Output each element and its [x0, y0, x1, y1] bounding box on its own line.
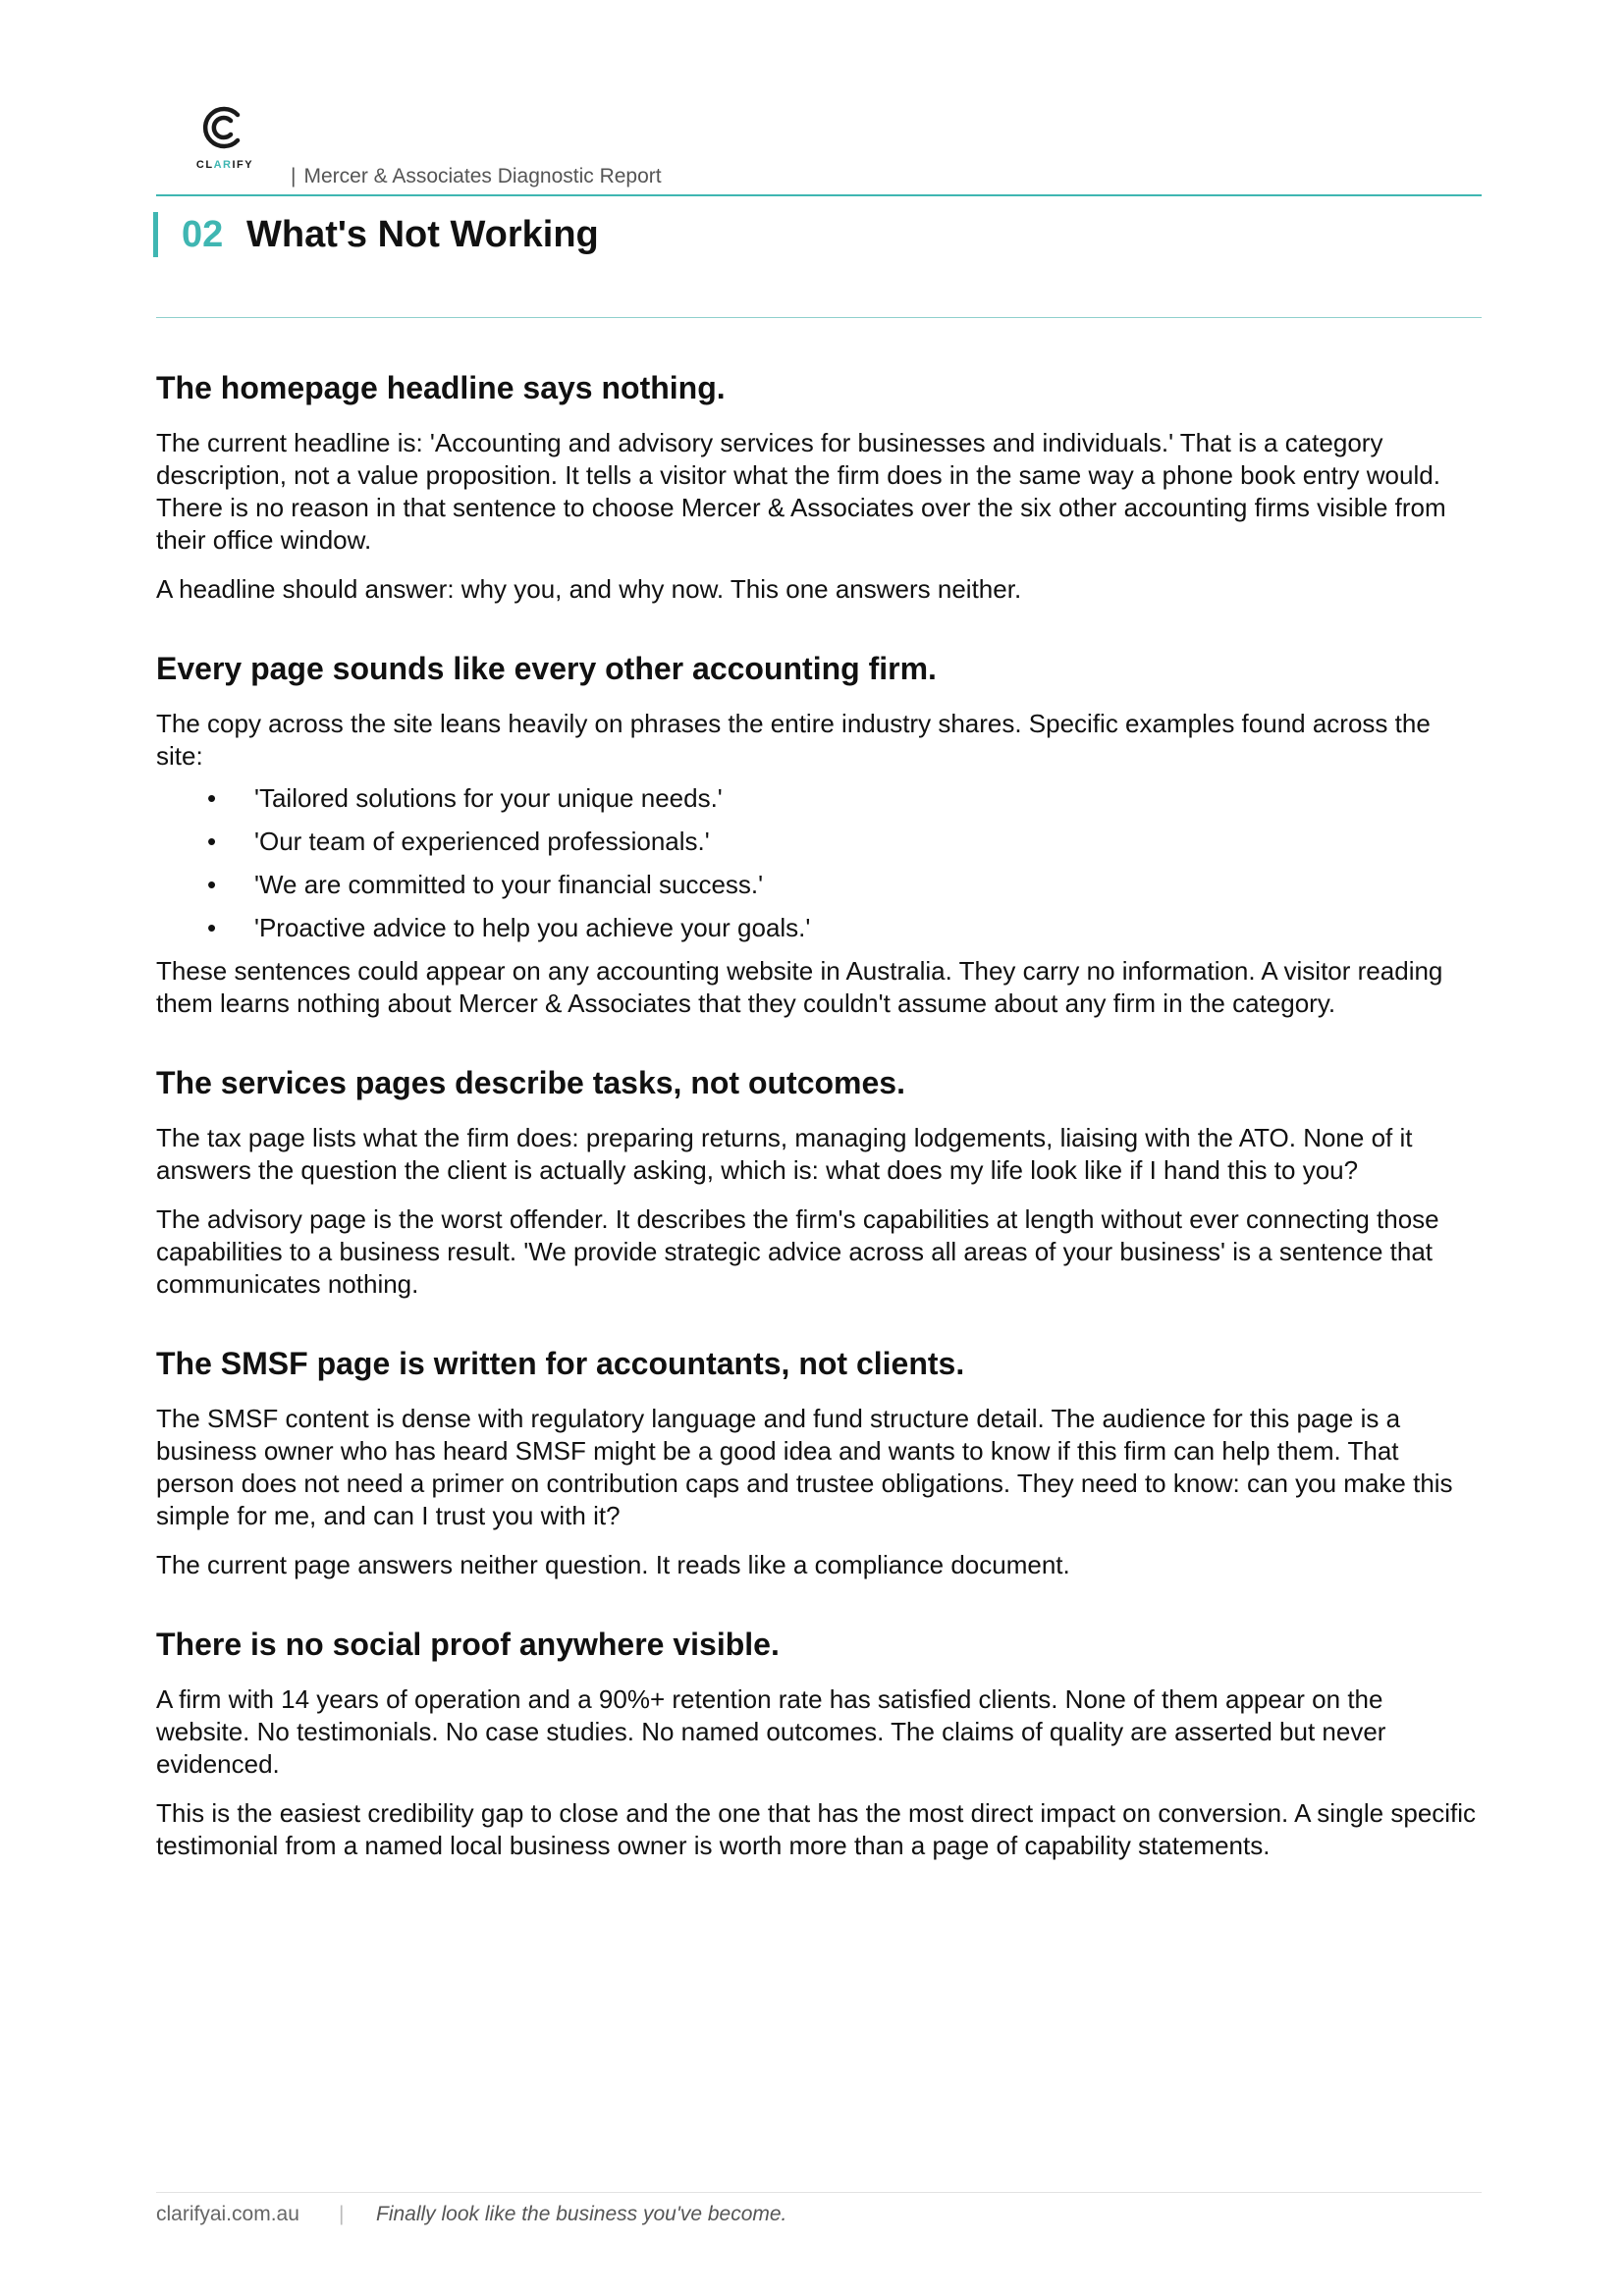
- list-item: • 'Our team of experienced professionals.': [207, 827, 710, 856]
- footer-separator: |: [339, 2203, 345, 2225]
- finding-paragraph: The current headline is: 'Accounting and advisory services for businesses and individuals.' That is a category description, not a value proposition. It tells a visitor what the firm does in the same way a phone book entry would. There is no reason in that sentence to choose Mercer & Associates over the six other accounting firms visible from their office window.: [156, 428, 1446, 555]
- bullet-icon: •: [207, 827, 217, 856]
- finding-heading: There is no social proof anywhere visible.: [156, 1627, 780, 1662]
- finding-heading: Every page sounds like every other accounting firm.: [156, 651, 937, 686]
- section-title: What's Not Working: [246, 214, 599, 255]
- finding-paragraph: The tax page lists what the firm does: preparing returns, managing lodgements, liaising with the ATO. None of it answers the question the client is actually asking, which is: what does my life look like if I hand this to you?: [156, 1123, 1413, 1185]
- logo-wordmark: CLARIFY: [195, 159, 254, 171]
- section-heading: [153, 212, 599, 257]
- finding-social-proof: [156, 1625, 1482, 1862]
- bullet-icon: •: [207, 783, 217, 813]
- clarify-c-mark-icon: [200, 104, 247, 151]
- finding-heading: The SMSF page is written for accountants, not clients.: [156, 1346, 965, 1381]
- finding-paragraph: The SMSF content is dense with regulatory language and fund structure detail. The audience for this page is a business owner who has heard SMSF might be a good idea and wants to know if this firm can help them. That person does not need a primer on contribution caps and trustee obligations. They need to know: can you make this simple for me, and can I trust you with it?: [156, 1404, 1453, 1530]
- header-separator: |: [291, 165, 297, 187]
- finding-paragraph: A firm with 14 years of operation and a 90%+ retention rate has satisfied clients. None of them appear on the website. No testimonials. No case studies. No named outcomes. The claims of quality are asserted but never evidenced.: [156, 1684, 1386, 1779]
- section-number: 02: [182, 214, 224, 255]
- report-title: | Mercer & Associates Diagnostic Report: [291, 165, 662, 187]
- page-footer: [156, 2192, 1482, 2225]
- finding-generic-copy: [156, 649, 1482, 1020]
- footer-website: clarifyai.com.au: [156, 2203, 299, 2225]
- finding-paragraph: This is the easiest credibility gap to close and the one that has the most direct impact on conversion. A single specific testimonial from a named local business owner is worth more than a page of capability statements.: [156, 1798, 1477, 1860]
- list-item: • 'We are committed to your financial success.': [207, 870, 764, 899]
- finding-paragraph: The copy across the site leans heavily on phrases the entire industry shares. Specific examples found across the site:: [156, 709, 1431, 771]
- main-content: [156, 368, 1482, 1905]
- list-item: • 'Tailored solutions for your unique needs.': [207, 783, 723, 813]
- finding-paragraph: These sentences could appear on any accounting website in Australia. They carry no information. A visitor reading them learns nothing about Mercer & Associates that they couldn't assume about any firm in the category.: [156, 956, 1443, 1018]
- finding-paragraph: The advisory page is the worst offender. It describes the firm's capabilities at length without ever connecting those capabilities to a business result. 'We provide strategic advice across all areas of your business' is a sentence that communicates nothing.: [156, 1204, 1439, 1299]
- finding-smsf-page: [156, 1344, 1482, 1581]
- section-divider: [156, 317, 1482, 318]
- bullet-icon: •: [207, 870, 217, 899]
- bullet-icon: •: [207, 913, 217, 942]
- finding-paragraph: A headline should answer: why you, and why now. This one answers neither.: [156, 574, 1022, 604]
- page-header: [156, 98, 1482, 196]
- clarify-logo: [188, 104, 256, 173]
- finding-heading: The services pages describe tasks, not outcomes.: [156, 1065, 905, 1100]
- footer-tagline: Finally look like the business you've become.: [376, 2203, 787, 2225]
- finding-homepage-headline: [156, 368, 1482, 606]
- list-item: • 'Proactive advice to help you achieve your goals.': [207, 913, 811, 942]
- example-phrases-list: [156, 782, 1482, 944]
- finding-services-pages: [156, 1063, 1482, 1301]
- finding-heading: The homepage headline says nothing.: [156, 370, 726, 405]
- finding-paragraph: The current page answers neither question. It reads like a compliance document.: [156, 1550, 1070, 1579]
